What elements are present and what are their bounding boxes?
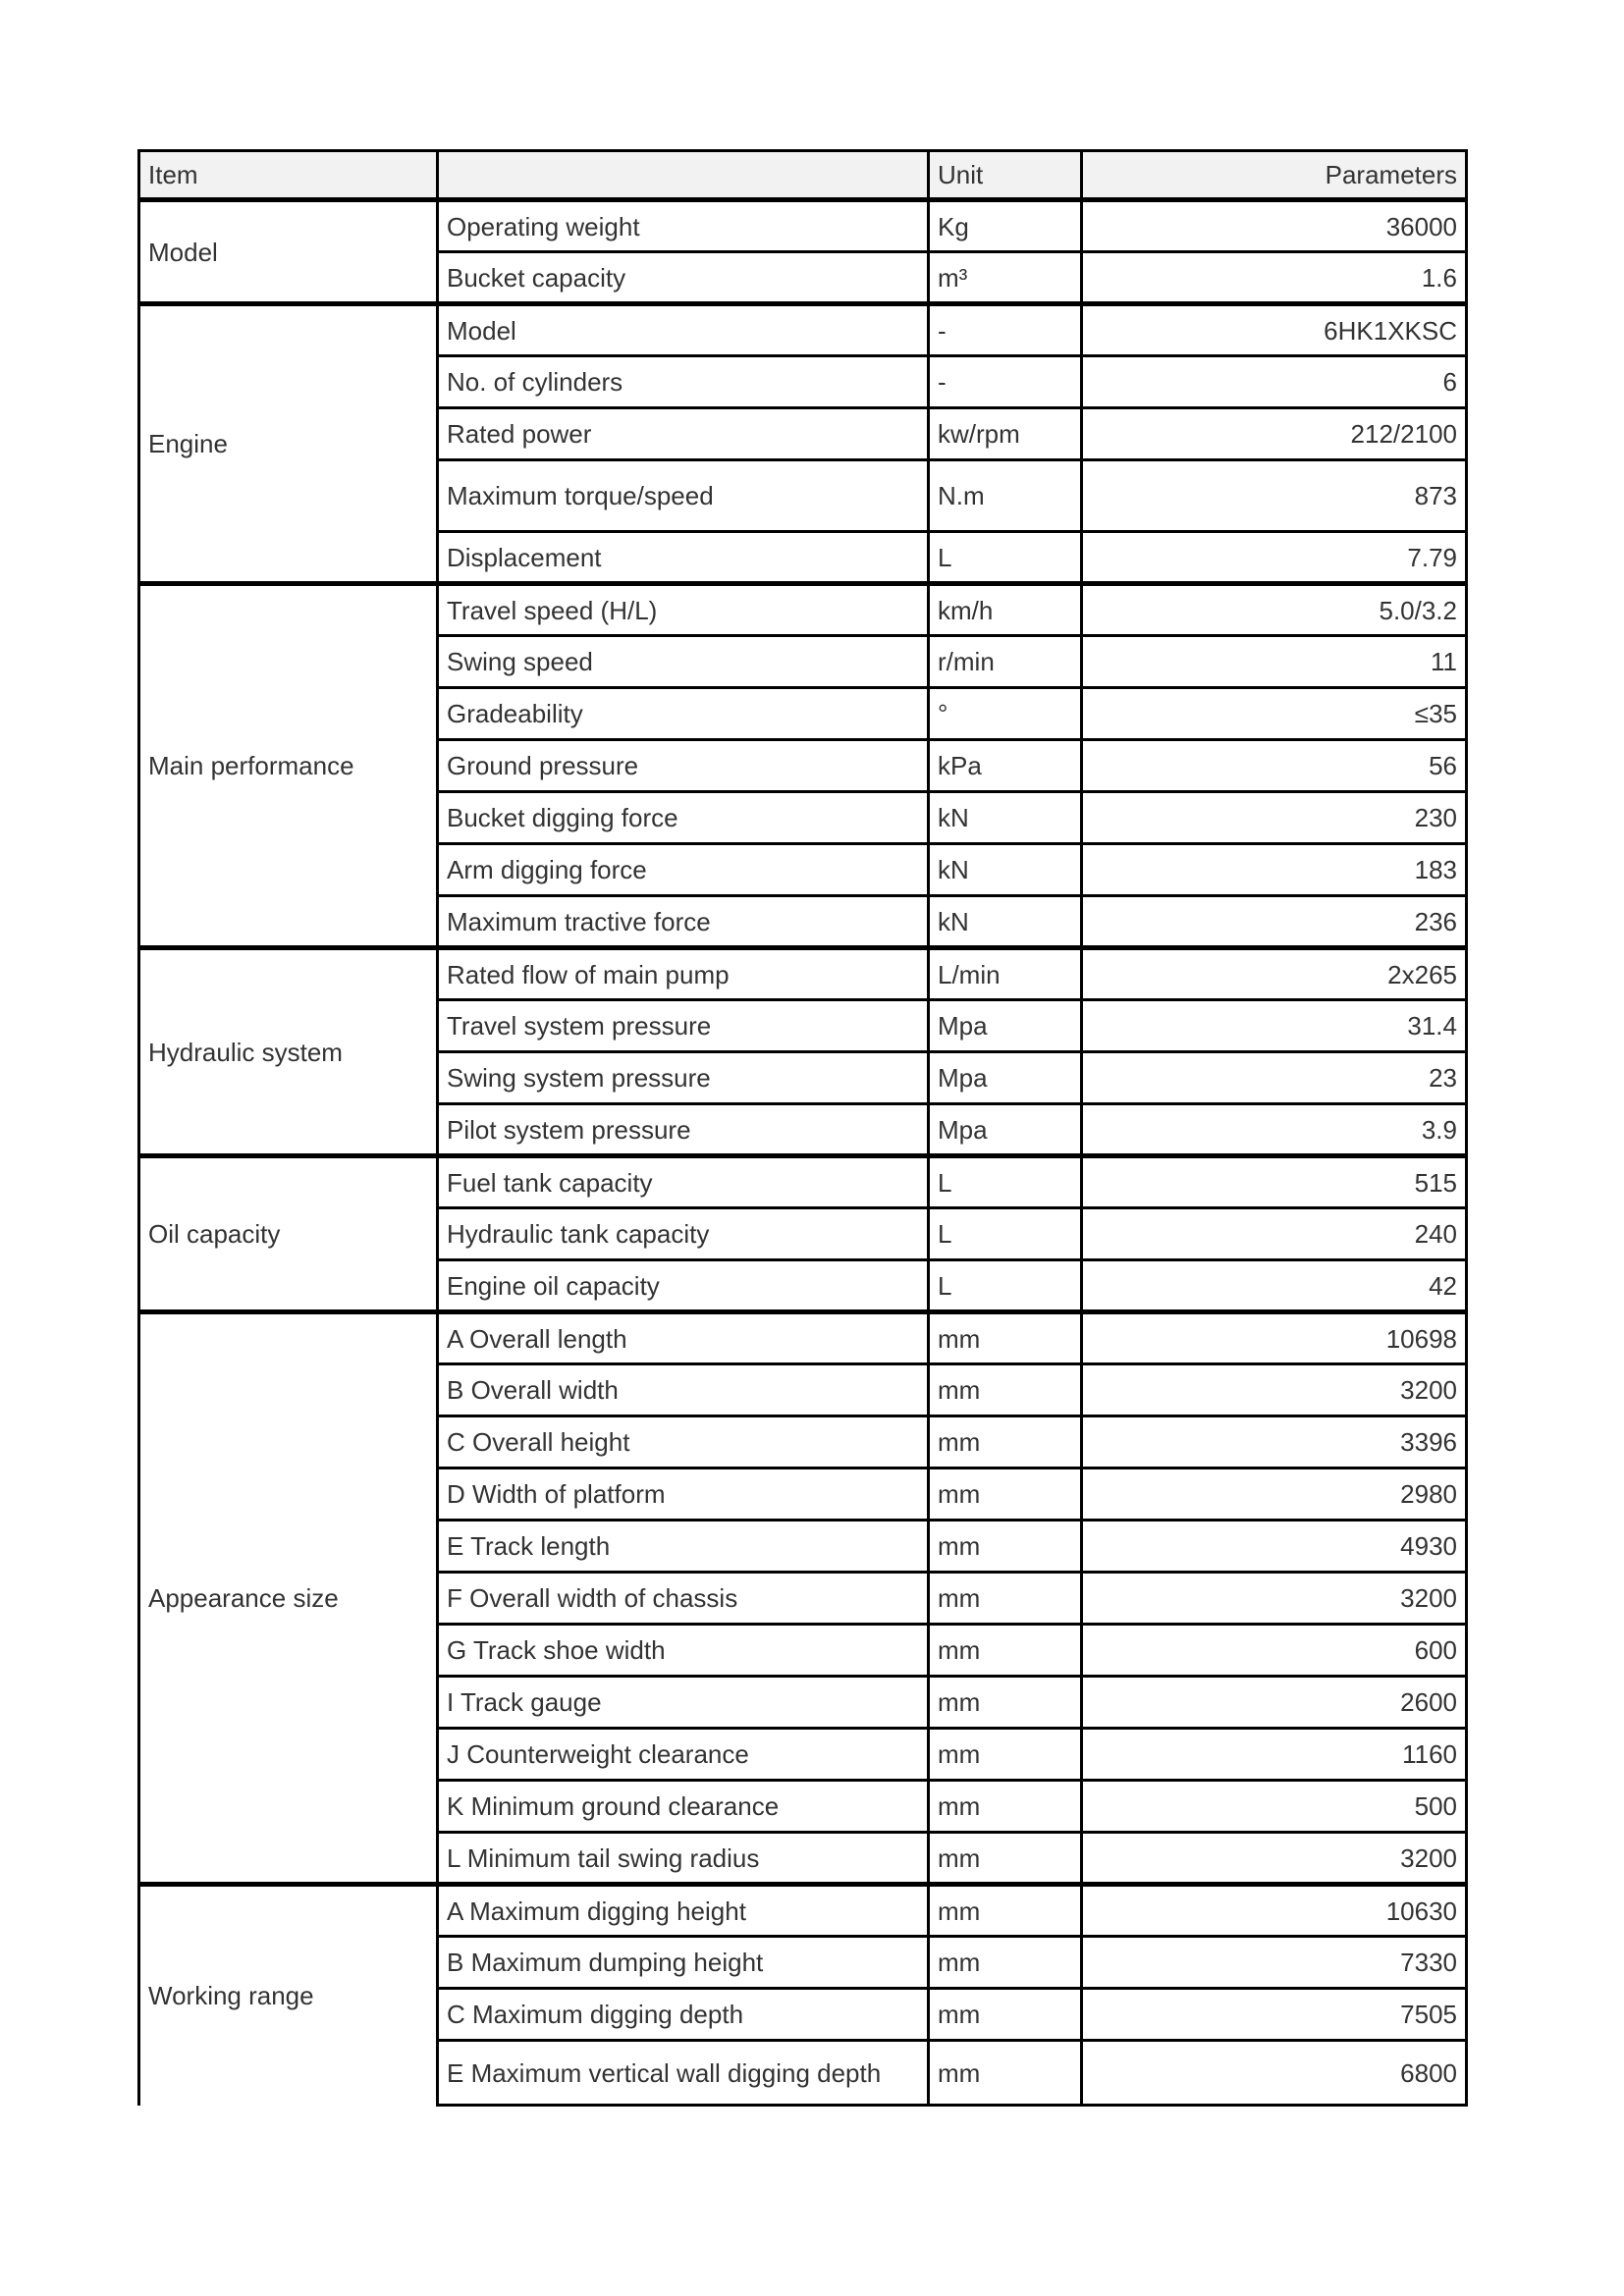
parameter-value-cell: 240 — [1082, 1208, 1467, 1260]
parameter-value-cell: 56 — [1082, 740, 1467, 792]
spec-label-cell: I Track gauge — [438, 1677, 929, 1729]
item-group-cell: Appearance size — [139, 1312, 438, 1885]
unit-cell: mm — [929, 1312, 1082, 1364]
parameter-value-cell: 4930 — [1082, 1521, 1467, 1573]
unit-cell: L/min — [929, 948, 1082, 1000]
parameter-value-cell: 6800 — [1082, 2041, 1467, 2106]
item-group-cell: Engine — [139, 304, 438, 584]
item-group-cell: Working range — [139, 1885, 438, 2106]
spec-label-cell: Model — [438, 304, 929, 356]
unit-cell: mm — [929, 1364, 1082, 1416]
spec-label-cell: No. of cylinders — [438, 356, 929, 408]
unit-cell: mm — [929, 1468, 1082, 1521]
unit-cell: mm — [929, 1625, 1082, 1677]
unit-cell: kN — [929, 792, 1082, 844]
spec-label-cell: Travel system pressure — [438, 1000, 929, 1052]
spec-label-cell: Fuel tank capacity — [438, 1156, 929, 1208]
column-header-item: Item — [139, 151, 438, 200]
parameter-value-cell: ≤35 — [1082, 688, 1467, 740]
unit-cell: mm — [929, 1573, 1082, 1625]
unit-cell: L — [929, 1208, 1082, 1260]
item-group-cell: Model — [139, 200, 438, 304]
unit-cell: mm — [929, 1781, 1082, 1833]
unit-cell: mm — [929, 1521, 1082, 1573]
parameter-value-cell: 3200 — [1082, 1573, 1467, 1625]
unit-cell: - — [929, 304, 1082, 356]
spec-label-cell: A Overall length — [438, 1312, 929, 1364]
unit-cell: Mpa — [929, 1052, 1082, 1104]
parameter-value-cell: 2x265 — [1082, 948, 1467, 1000]
column-header-parameters: Parameters — [1082, 151, 1467, 200]
spec-label-cell: E Maximum vertical wall digging depth — [438, 2041, 929, 2106]
parameter-value-cell: 3396 — [1082, 1416, 1467, 1468]
spec-label-cell: Bucket capacity — [438, 252, 929, 304]
table-row — [139, 584, 1467, 636]
spec-label-cell: Travel speed (H/L) — [438, 584, 929, 636]
table-row — [139, 200, 1467, 252]
item-group-cell: Hydraulic system — [139, 948, 438, 1156]
spec-label-cell: Ground pressure — [438, 740, 929, 792]
unit-cell: kPa — [929, 740, 1082, 792]
parameter-value-cell: 10630 — [1082, 1885, 1467, 1937]
unit-cell: mm — [929, 1989, 1082, 2041]
spec-label-cell: D Width of platform — [438, 1468, 929, 1521]
spec-label-cell: Maximum tractive force — [438, 896, 929, 948]
table-row — [139, 1885, 1467, 1937]
spec-label-cell: Arm digging force — [438, 844, 929, 896]
unit-cell: Kg — [929, 200, 1082, 252]
unit-cell: L — [929, 1156, 1082, 1208]
parameter-value-cell: 42 — [1082, 1260, 1467, 1312]
spec-label-cell: Hydraulic tank capacity — [438, 1208, 929, 1260]
unit-cell: ° — [929, 688, 1082, 740]
unit-cell: kw/rpm — [929, 408, 1082, 460]
unit-cell: mm — [929, 1416, 1082, 1468]
parameter-value-cell: 500 — [1082, 1781, 1467, 1833]
unit-cell: mm — [929, 1937, 1082, 1989]
unit-cell: kN — [929, 844, 1082, 896]
spec-label-cell: Maximum torque/speed — [438, 460, 929, 532]
unit-cell: mm — [929, 1729, 1082, 1781]
parameter-value-cell: 31.4 — [1082, 1000, 1467, 1052]
spec-label-cell: B Maximum dumping height — [438, 1937, 929, 1989]
spec-label-cell: G Track shoe width — [438, 1625, 929, 1677]
unit-cell: Mpa — [929, 1000, 1082, 1052]
unit-cell: L — [929, 1260, 1082, 1312]
unit-cell: N.m — [929, 460, 1082, 532]
table-row — [139, 1312, 1467, 1364]
spec-label-cell: Engine oil capacity — [438, 1260, 929, 1312]
parameter-value-cell: 23 — [1082, 1052, 1467, 1104]
unit-cell: km/h — [929, 584, 1082, 636]
parameter-value-cell: 11 — [1082, 636, 1467, 688]
item-group-cell: Main performance — [139, 584, 438, 948]
spec-label-cell: F Overall width of chassis — [438, 1573, 929, 1625]
parameter-value-cell: 6 — [1082, 356, 1467, 408]
parameter-value-cell: 3200 — [1082, 1833, 1467, 1885]
unit-cell: kN — [929, 896, 1082, 948]
spec-label-cell: Operating weight — [438, 200, 929, 252]
unit-cell: - — [929, 356, 1082, 408]
table-row — [139, 304, 1467, 356]
parameter-value-cell: 2980 — [1082, 1468, 1467, 1521]
parameter-value-cell: 873 — [1082, 460, 1467, 532]
unit-cell: Mpa — [929, 1104, 1082, 1156]
unit-cell: mm — [929, 1885, 1082, 1937]
spec-label-cell: Gradeability — [438, 688, 929, 740]
parameter-value-cell: 230 — [1082, 792, 1467, 844]
parameter-value-cell: 1160 — [1082, 1729, 1467, 1781]
unit-cell: L — [929, 532, 1082, 584]
parameter-value-cell: 515 — [1082, 1156, 1467, 1208]
spec-label-cell: Rated flow of main pump — [438, 948, 929, 1000]
table-row — [139, 1156, 1467, 1208]
parameter-value-cell: 2600 — [1082, 1677, 1467, 1729]
column-header-spec-blank — [438, 151, 929, 200]
parameter-value-cell: 3.9 — [1082, 1104, 1467, 1156]
parameter-value-cell: 3200 — [1082, 1364, 1467, 1416]
header-row — [139, 151, 1467, 200]
spec-label-cell: C Overall height — [438, 1416, 929, 1468]
spec-label-cell: C Maximum digging depth — [438, 1989, 929, 2041]
parameter-value-cell: 10698 — [1082, 1312, 1467, 1364]
parameter-value-cell: 6HK1XKSC — [1082, 304, 1467, 356]
spec-label-cell: Swing system pressure — [438, 1052, 929, 1104]
parameter-value-cell: 183 — [1082, 844, 1467, 896]
spec-label-cell: Bucket digging force — [438, 792, 929, 844]
column-header-unit: Unit — [929, 151, 1082, 200]
parameter-value-cell: 7.79 — [1082, 532, 1467, 584]
spec-label-cell: Swing speed — [438, 636, 929, 688]
spec-label-cell: J Counterweight clearance — [438, 1729, 929, 1781]
spec-label-cell: Pilot system pressure — [438, 1104, 929, 1156]
parameter-value-cell: 5.0/3.2 — [1082, 584, 1467, 636]
spec-label-cell: L Minimum tail swing radius — [438, 1833, 929, 1885]
unit-cell: mm — [929, 1677, 1082, 1729]
unit-cell: mm — [929, 1833, 1082, 1885]
spec-label-cell: A Maximum digging height — [438, 1885, 929, 1937]
spec-table — [137, 149, 1468, 2107]
parameter-value-cell: 7505 — [1082, 1989, 1467, 2041]
parameter-value-cell: 36000 — [1082, 200, 1467, 252]
table-row — [139, 948, 1467, 1000]
spec-label-cell: Displacement — [438, 532, 929, 584]
parameter-value-cell: 236 — [1082, 896, 1467, 948]
spec-label-cell: B Overall width — [438, 1364, 929, 1416]
item-group-cell: Oil capacity — [139, 1156, 438, 1312]
spec-label-cell: K Minimum ground clearance — [438, 1781, 929, 1833]
spec-label-cell: Rated power — [438, 408, 929, 460]
parameter-value-cell: 600 — [1082, 1625, 1467, 1677]
unit-cell: r/min — [929, 636, 1082, 688]
parameter-value-cell: 7330 — [1082, 1937, 1467, 1989]
parameter-value-cell: 1.6 — [1082, 252, 1467, 304]
spec-label-cell: E Track length — [438, 1521, 929, 1573]
unit-cell: mm — [929, 2041, 1082, 2106]
unit-cell: m³ — [929, 252, 1082, 304]
parameter-value-cell: 212/2100 — [1082, 408, 1467, 460]
